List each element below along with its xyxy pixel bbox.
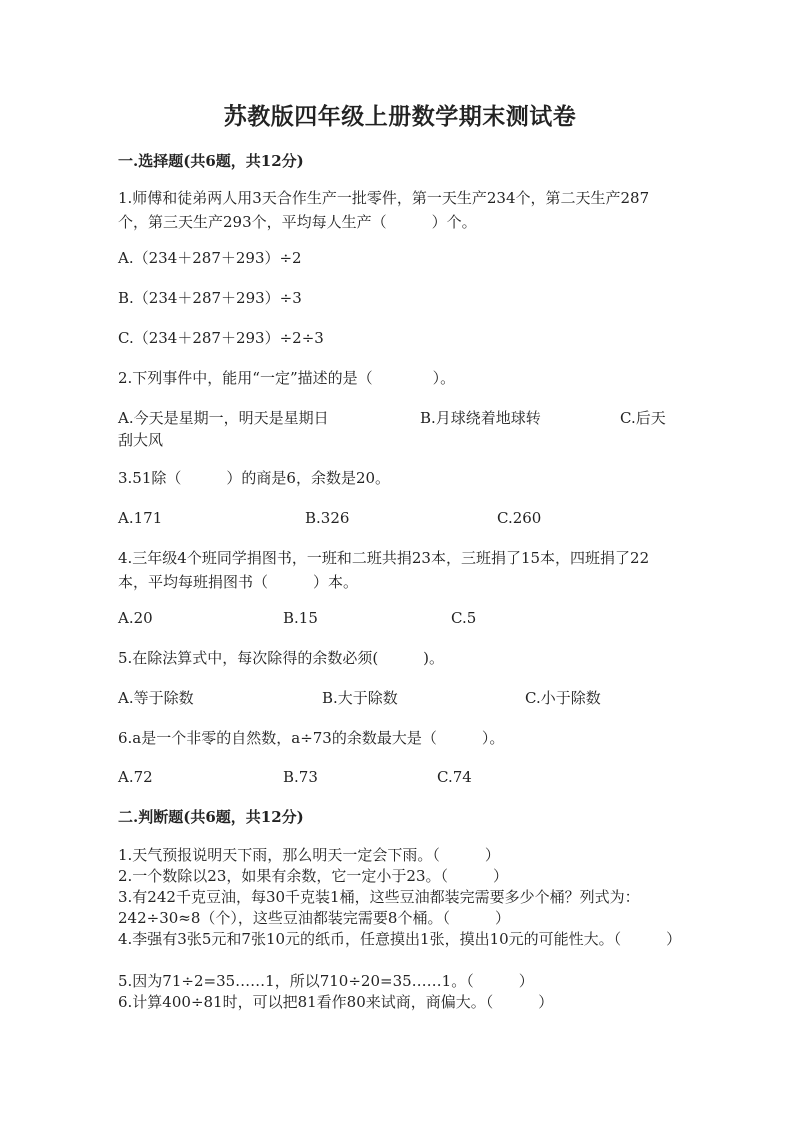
judgment-question-3: 3.有242千克豆油，每30千克装1桶，这些豆油都装完需要多少个桶？列式为：242÷30≈8（个），这些豆油都装完需要8个桶。（ ） [118, 888, 640, 927]
page-title: 苏教版四年级上册数学期末测试卷 [223, 103, 577, 130]
question-4-stem: 4.三年级4个班同学捐图书，一班和二班共捐23本，三班捐了15本，四班捐了22本，平均每班捐图书（ ）本。 [118, 549, 650, 591]
question-2-option-b: B.月球绕着地球转 [420, 409, 541, 427]
question-5-option-a: A.等于除数 [118, 689, 194, 707]
question-5-option-b: B.大于除数 [322, 689, 398, 707]
question-2-stem: 2.下列事件中，能用“一定”描述的是（ ）。 [118, 369, 456, 387]
question-1-option-a: A.（234＋287＋293）÷2 [118, 249, 302, 267]
judgment-question-5: 5.因为71÷2=35……1，所以710÷20=35……1。（ ） [118, 972, 534, 990]
question-3-option-a: A.171 [118, 509, 163, 527]
question-1-stem: 1.师傅和徒弟两人用3天合作生产一批零件，第一天生产234个，第二天生产287个，第三天生产293个，平均每人生产（ ）个。 [118, 189, 650, 231]
question-6-stem: 6.a是一个非零的自然数，a÷73的余数最大是（ ）。 [118, 729, 505, 747]
question-6-option-a: A.72 [118, 768, 153, 786]
question-4-option-b: B.15 [283, 609, 318, 627]
question-1-option-b: B.（234＋287＋293）÷3 [118, 289, 302, 307]
judgment-question-6: 6.计算400÷81时，可以把81看作80来试商，商偏大。（ ） [118, 993, 554, 1011]
question-2-option-a: A.今天是星期一，明天是星期日 [118, 409, 329, 427]
question-3-option-b: B.326 [305, 509, 350, 527]
question-2-option-c: C.后天 [620, 409, 666, 427]
question-5-stem: 5.在除法算式中，每次除得的余数必须( )。 [118, 649, 445, 667]
question-3-option-c: C.260 [497, 509, 542, 527]
question-3-stem: 3.51除（ ）的商是6，余数是20。 [118, 469, 391, 487]
judgment-question-4: 4.李强有3张5元和7张10元的纸币，任意摸出1张，摸出10元的可能性大。（ ） [118, 930, 682, 948]
question-2-option-c-cont: 刮大风 [118, 431, 164, 449]
judgment-question-1: 1.天气预报说明天下雨，那么明天一定会下雨。（ ） [118, 846, 500, 864]
question-4-option-a: A.20 [118, 609, 153, 627]
question-5-option-c: C.小于除数 [525, 689, 601, 707]
question-4-option-c: C.5 [451, 609, 477, 627]
section-heading-judgment: 二.判断题(共6题，共12分) [118, 808, 304, 826]
judgment-question-2: 2.一个数除以23，如果有余数，它一定小于23。（ ） [118, 867, 508, 885]
question-6-option-b: B.73 [283, 768, 318, 786]
question-1-option-c: C.（234＋287＋293）÷2÷3 [118, 329, 324, 347]
section-heading-choice: 一.选择题(共6题，共12分) [118, 152, 304, 170]
question-6-option-c: C.74 [437, 768, 472, 786]
